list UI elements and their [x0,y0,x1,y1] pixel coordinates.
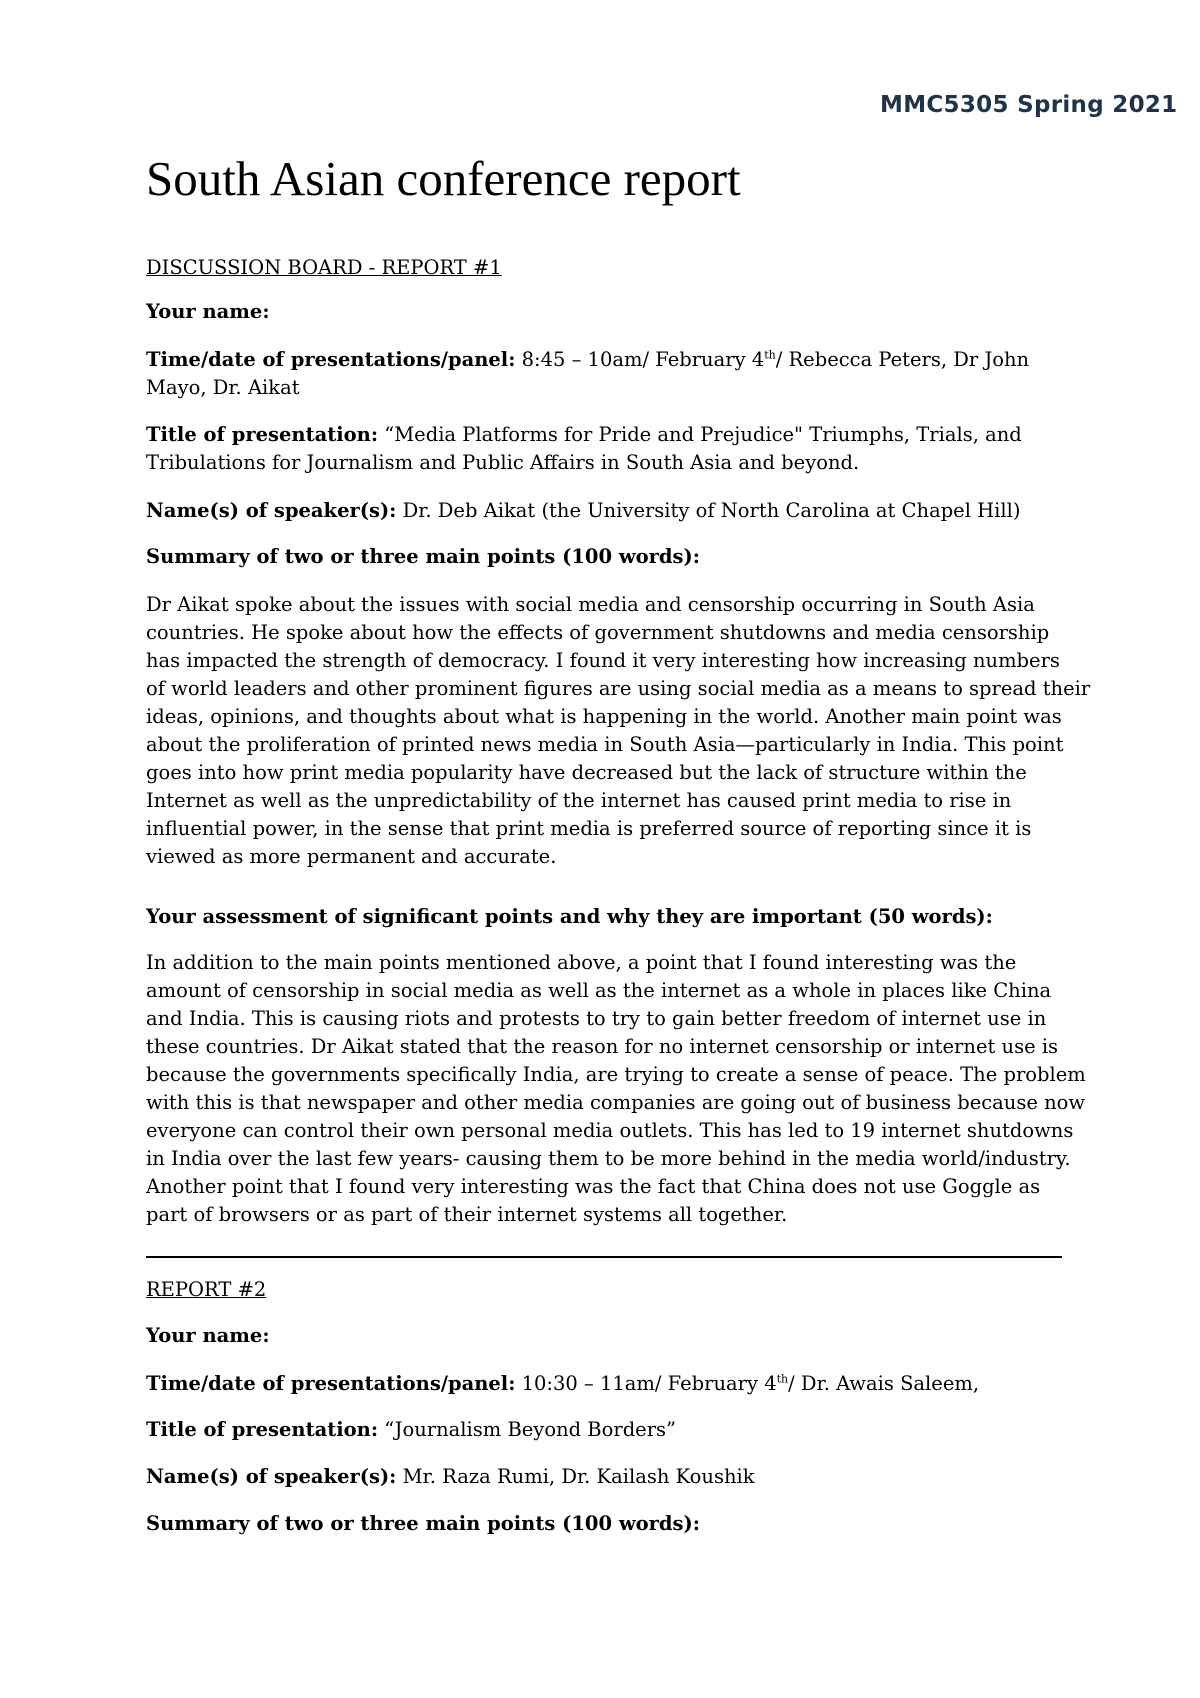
report2-time-value-cont: / Dr. Awais Saleem, [788,1372,980,1395]
report2-time-row [146,1370,1060,1398]
report1-assessment-line: Another point that I found very interesting was the fact that China does not use Goggle as [146,1175,1041,1198]
report2-summary-label: Summary of two or three main points (100 words): [146,1512,700,1535]
report2-time-sup: th [776,1372,789,1386]
report2-summary-row [146,1510,1060,1538]
report2-speaker-label: Name(s) of speaker(s): [146,1465,397,1488]
report1-title-label: Title of presentation: [146,423,379,446]
report1-assessment-line: because the governments specifically India, are trying to create a sense of peace. The problem [146,1063,1086,1086]
report1-summary-line: Internet as well as the unpredictability of the internet has caused print media to rise in [146,789,1012,812]
report1-assessment-line: In addition to the main points mentioned above, a point that I found interesting was the [146,951,1017,974]
report2-name-row [146,1322,1060,1350]
report1-assessment-line: in India over the last few years- causing them to be more behind in the media world/industry. [146,1147,1071,1170]
report2-speaker-row [146,1463,1060,1491]
report2-time-value: 10:30 – 11am/ February 4 [515,1372,777,1395]
report1-time-row [146,346,1060,374]
report1-time-sup: th [764,348,776,362]
document-title: South Asian conference report [146,151,741,206]
report1-time-value-cont: / Rebecca Peters, Dr John [775,348,1030,371]
report1-summary-row [146,543,1060,571]
report2-title-row [146,1416,1060,1444]
report1-summary-label: Summary of two or three main points (100 words): [146,545,700,568]
report1-name-label: Your name: [146,300,270,323]
report1-summary-line: viewed as more permanent and accurate. [146,845,557,868]
report1-assessment-line: amount of censorship in social media as well as the internet as a whole in places like China [146,979,1052,1002]
report1-time-label: Time/date of presentations/panel: [146,348,516,371]
report1-speaker-label: Name(s) of speaker(s): [146,499,397,522]
report1-time-value-line2: Mayo, Dr. Aikat [146,376,300,399]
report1-summary-line: goes into how print media popularity have decreased but the lack of structure within the [146,761,1027,784]
report1-speaker-row [146,497,1060,525]
report1-assessment-text [146,949,1086,1229]
report1-assessment-line: part of browsers or as part of their internet systems all together. [146,1203,788,1226]
report2-title-value: “Journalism Beyond Borders” [378,1418,677,1441]
report1-title-value-line2: Tribulations for Journalism and Public Affairs in South Asia and beyond. [146,451,860,474]
report1-title-row [146,421,1060,449]
course-header: MMC5305 Spring 2021 [880,92,1178,118]
report1-summary-text [146,591,1091,871]
report1-heading: DISCUSSION BOARD - REPORT #1 [146,256,502,279]
report2-time-label: Time/date of presentations/panel: [146,1372,516,1395]
report1-title-value: “Media Platforms for Pride and Prejudice" Triumphs, Trials, and [378,423,1022,446]
report1-summary-line: about the proliferation of printed news media in South Asia—particularly in India. This point [146,733,1064,756]
report1-name-row [146,298,1060,326]
report2-speaker-value: Mr. Raza Rumi, Dr. Kailash Koushik [396,1465,755,1488]
report1-speaker-value: Dr. Deb Aikat (the University of North Carolina at Chapel Hill) [396,499,1021,522]
report1-assessment-line: everyone can control their own personal media outlets. This has led to 19 internet shutdowns [146,1119,1074,1142]
report1-assessment-label: Your assessment of significant points and why they are important (50 words): [146,905,993,928]
report1-time-row-2 [146,374,1060,402]
report2-title-label: Title of presentation: [146,1418,379,1441]
report1-assessment-row [146,903,1060,931]
report2-heading: REPORT #2 [146,1278,267,1301]
report1-assessment-line: and India. This is causing riots and protests to try to gain better freedom of internet use in [146,1007,1047,1030]
report1-time-value: 8:45 – 10am/ February 4 [515,348,765,371]
report1-summary-line: influential power, in the sense that print media is preferred source of reporting since it is [146,817,1032,840]
report1-summary-line: countries. He spoke about how the effects of government shutdowns and media censorship [146,621,1050,644]
report1-assessment-line: with this is that newspaper and other media companies are going out of business because now [146,1091,1086,1114]
report1-summary-line: Dr Aikat spoke about the issues with social media and censorship occurring in South Asia [146,593,1035,616]
section-divider [146,1256,1062,1258]
report1-assessment-line: these countries. Dr Aikat stated that the reason for no internet censorship or internet use is [146,1035,1059,1058]
report1-summary-line: of world leaders and other prominent figures are using social media as a means to spread their [146,677,1091,700]
report1-summary-line: ideas, opinions, and thoughts about what is happening in the world. Another main point was [146,705,1062,728]
report1-summary-line: has impacted the strength of democracy. I found it very interesting how increasing numbers [146,649,1060,672]
report1-title-row-2 [146,449,1060,477]
report2-name-label: Your name: [146,1324,270,1347]
